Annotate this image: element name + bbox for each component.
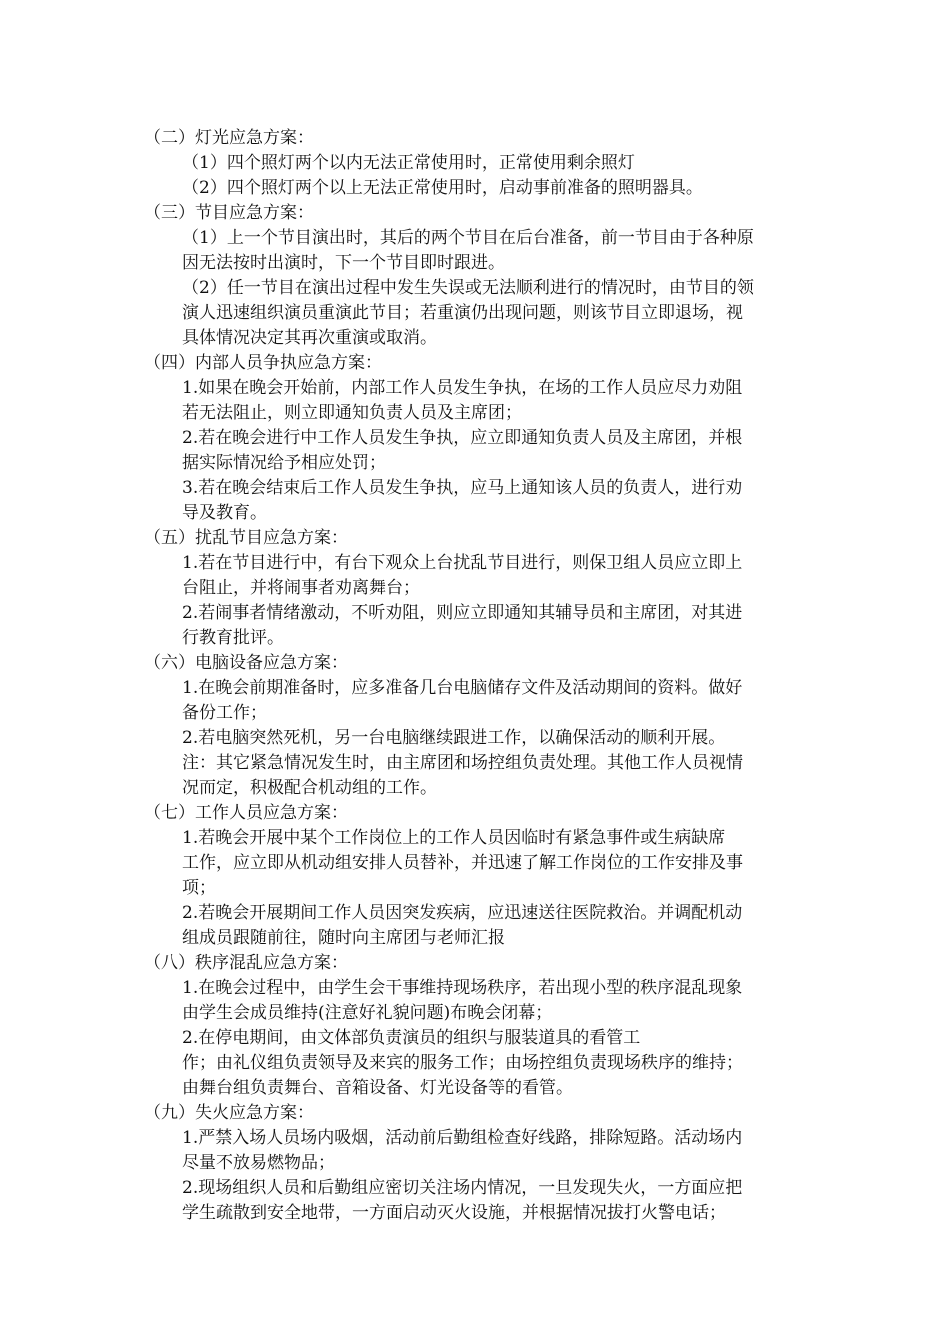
body-line: 作；由礼仪组负责领导及来宾的服务工作；由场控组负责现场秩序的维持； bbox=[182, 1053, 743, 1073]
body-line: 2.在停电期间，由文体部负责演员的组织与服装道具的看管工 bbox=[182, 1028, 641, 1048]
body-line: 因无法按时出演时，下一个节目即时跟进。 bbox=[182, 253, 505, 273]
body-line: 2.若在晚会进行中工作人员发生争执，应立即通知负责人员及主席团，并根 bbox=[182, 428, 743, 448]
section-heading-6: （六）电脑设备应急方案： bbox=[144, 653, 348, 673]
body-line: 1.在晚会过程中，由学生会干事维持现场秩序，若出现小型的秩序混乱现象 bbox=[182, 978, 743, 998]
body-line: 工作，应立即从机动组安排人员替补，并迅速了解工作岗位的工作安排及事 bbox=[182, 853, 743, 873]
section-heading-5: （五）扰乱节目应急方案： bbox=[144, 528, 348, 548]
body-line: 尽量不放易燃物品； bbox=[182, 1153, 335, 1173]
body-line: 具体情况决定其再次重演或取消。 bbox=[182, 328, 437, 348]
body-line: 由学生会成员维持(注意好礼貌问题)布晚会闭幕； bbox=[182, 1003, 553, 1023]
body-line: 2.若电脑突然死机，另一台电脑继续跟进工作，以确保活动的顺利开展。 bbox=[182, 728, 726, 748]
section-heading-9: （九）失火应急方案： bbox=[144, 1103, 314, 1123]
body-line: 行教育批评。 bbox=[182, 628, 284, 648]
body-line: （1）四个照灯两个以内无法正常使用时，正常使用剩余照灯 bbox=[182, 153, 635, 173]
section-heading-2: （二）灯光应急方案： bbox=[144, 128, 314, 148]
note-line: 注：其它紧急情况发生时，由主席团和场控组负责处理。其他工作人员视情 bbox=[182, 753, 743, 773]
body-line: （2）任一节目在演出过程中发生失误或无法顺利进行的情况时，由节目的领 bbox=[182, 278, 754, 298]
body-line: 3.若在晚会结束后工作人员发生争执，应马上通知该人员的负责人，进行劝 bbox=[182, 478, 743, 498]
body-line: 2.若晚会开展期间工作人员因突发疾病，应迅速送往医院救治。并调配机动 bbox=[182, 903, 743, 923]
body-line: 1.若晚会开展中某个工作岗位上的工作人员因临时有紧急事件或生病缺席 bbox=[182, 828, 726, 848]
body-line: 若无法阻止，则立即通知负责人员及主席团； bbox=[182, 403, 522, 423]
note-line: 况而定，积极配合机动组的工作。 bbox=[182, 778, 437, 798]
body-line: 导及教育。 bbox=[182, 503, 267, 523]
body-line: 台阻止，并将闹事者劝离舞台； bbox=[182, 578, 420, 598]
body-line: 项； bbox=[182, 878, 216, 898]
body-line: 2.现场组织人员和后勤组应密切关注场内情况，一旦发现失火，一方面应把 bbox=[182, 1178, 743, 1198]
body-line: 1.严禁入场人员场内吸烟，活动前后勤组检查好线路，排除短路。活动场内 bbox=[182, 1128, 743, 1148]
section-heading-8: （八）秩序混乱应急方案： bbox=[144, 953, 348, 973]
body-line: 1.在晚会前期准备时，应多准备几台电脑储存文件及活动期间的资料。做好 bbox=[182, 678, 743, 698]
body-line: （1）上一个节目演出时，其后的两个节目在后台准备，前一节目由于各种原 bbox=[182, 228, 754, 248]
body-line: 1.若在节目进行中，有台下观众上台扰乱节目进行，则保卫组人员应立即上 bbox=[182, 553, 743, 573]
body-line: 1.如果在晚会开始前，内部工作人员发生争执，在场的工作人员应尽力劝阻 bbox=[182, 378, 743, 398]
body-line: 由舞台组负责舞台、音箱设备、灯光设备等的看管。 bbox=[182, 1078, 573, 1098]
body-line: 演人迅速组织演员重演此节目；若重演仍出现问题，则该节目立即退场，视 bbox=[182, 303, 743, 323]
body-line: 组成员跟随前往，随时向主席团与老师汇报 bbox=[182, 928, 505, 948]
body-line: 学生疏散到安全地带，一方面启动灭火设施，并根据情况拔打火警电话； bbox=[182, 1203, 726, 1223]
section-heading-3: （三）节目应急方案： bbox=[144, 203, 314, 223]
body-line: 据实际情况给予相应处罚； bbox=[182, 453, 386, 473]
body-line: 备份工作； bbox=[182, 703, 267, 723]
body-line: 2.若闹事者情绪激动，不听劝阻，则应立即通知其辅导员和主席团，对其进 bbox=[182, 603, 743, 623]
section-heading-4: （四）内部人员争执应急方案： bbox=[144, 353, 382, 373]
section-heading-7: （七）工作人员应急方案： bbox=[144, 803, 348, 823]
body-line: （2）四个照灯两个以上无法正常使用时，启动事前准备的照明器具。 bbox=[182, 178, 703, 198]
